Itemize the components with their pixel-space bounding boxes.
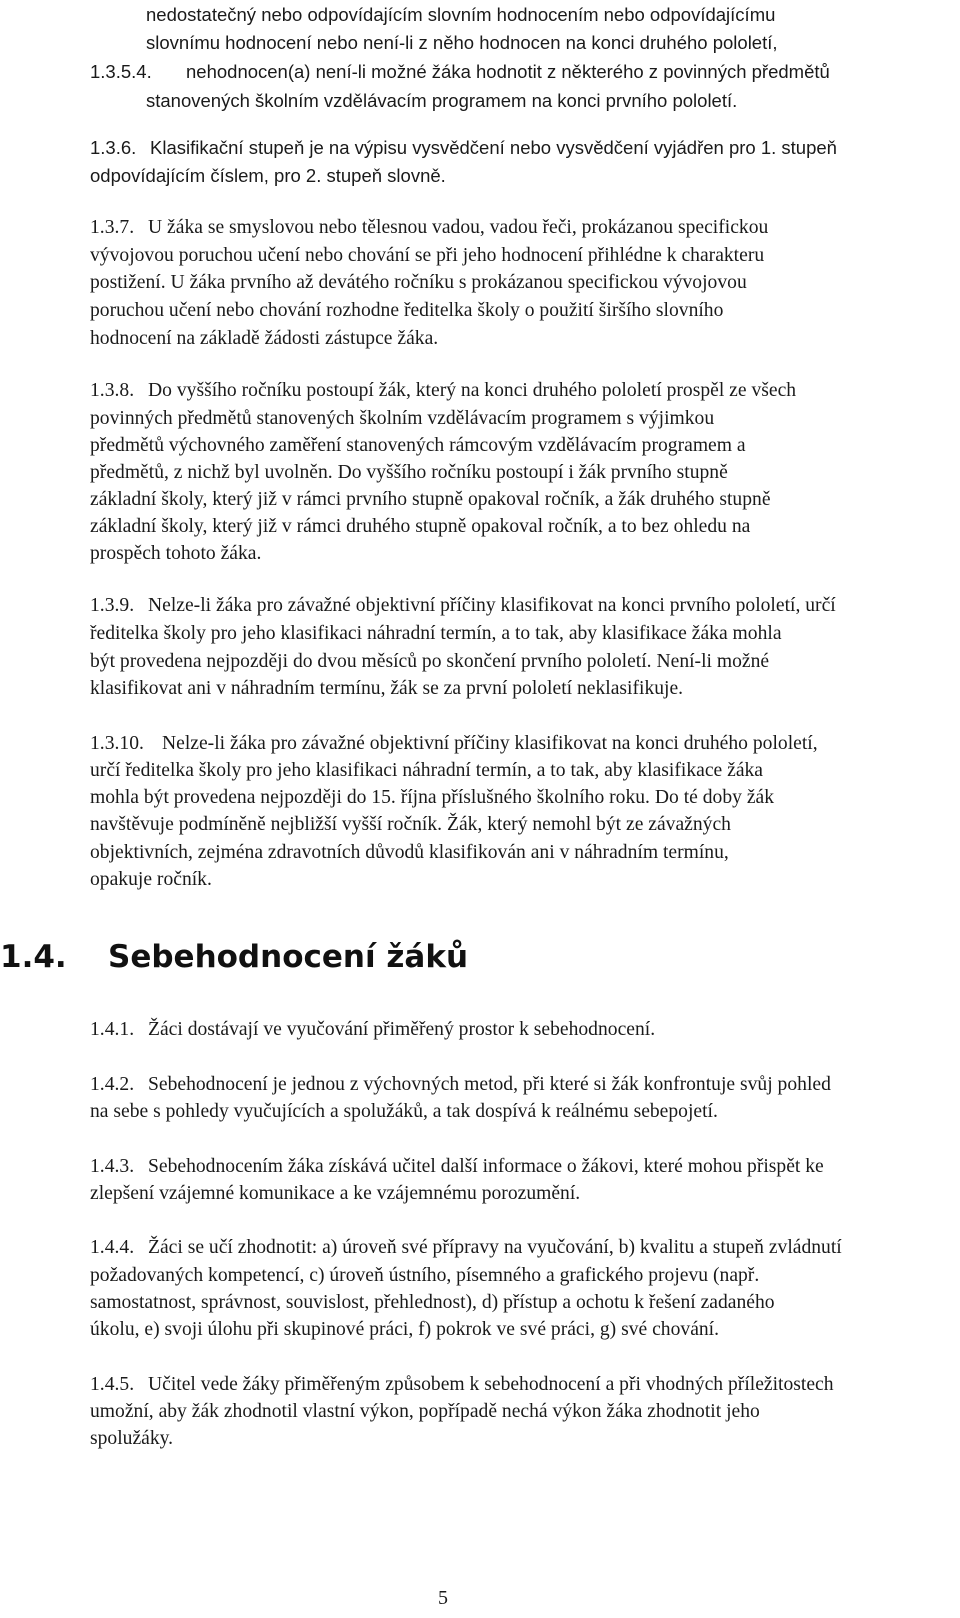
page-number: 5	[438, 1587, 448, 1609]
paragraph-line: úkolu, e) svoji úlohu při skupinové práci, f) pokrok ve své práci, g) své chování.	[90, 1319, 720, 1340]
paragraph-line: nehodnocen(a) není-li možné žáka hodnotit z některého z povinných předmětů	[186, 61, 830, 82]
paragraph-line: slovnímu hodnocení nebo není-li z něho hodnocen na konci druhého pololetí,	[146, 32, 778, 53]
paragraph-line: Sebehodnocení je jednou z výchovných metod, při které si žák konfrontuje svůj pohled	[148, 1074, 831, 1095]
item-number: 1.4.4.	[90, 1237, 135, 1258]
paragraph-line: základní školy, který již v rámci druhého stupně opakoval ročník, a to bez ohledu na	[90, 516, 751, 537]
paragraph-line: U žáka se smyslovou nebo tělesnou vadou, vadou řeči, prokázanou specifickou	[148, 217, 769, 238]
paragraph-line: mohla být provedena nejpozději do 15. října příslušného školního roku. Do té doby žák	[90, 787, 775, 808]
paragraph-line: objektivních, zejména zdravotních důvodů klasifikován ani v náhradním termínu,	[90, 842, 729, 863]
item-number: 1.3.7.	[90, 217, 135, 238]
paragraph-line: hodnocení na základě žádosti zástupce žáka.	[90, 328, 439, 349]
paragraph-line: prospěch tohoto žáka.	[90, 543, 262, 564]
section-number: 1.4.	[0, 939, 67, 975]
paragraph-line: Sebehodnocením žáka získává učitel další informace o žákovi, které mohou přispět ke	[148, 1156, 824, 1177]
paragraph-line: nedostatečný nebo odpovídajícím slovním hodnocením nebo odpovídajícímu	[146, 4, 776, 25]
paragraph-line: předmětů, z nichž byl uvolněn. Do vyššího ročníku postoupí i žák prvního stupně	[90, 462, 728, 483]
paragraph-line: ředitelka školy pro jeho klasifikaci náhradní termín, a to tak, aby klasifikace žáka mohla	[90, 623, 782, 644]
paragraph-line: umožní, aby žák zhodnotil vlastní výkon, popřípadě nechá výkon žáka zhodnotit jeho	[90, 1401, 760, 1422]
item-number: 1.4.2.	[90, 1074, 135, 1095]
item-number: 1.3.8.	[90, 380, 135, 401]
paragraph-line: vývojovou poruchou učení nebo chování se při jeho hodnocení přihlédne k charakteru	[90, 245, 765, 266]
paragraph-line: navštěvuje podmíněně nejbližší vyšší ročník. Žák, který nemohl být ze závažných	[90, 814, 731, 835]
item-number: 1.3.6.	[90, 137, 137, 158]
paragraph-line: Nelze-li žáka pro závažné objektivní příčiny klasifikovat na konci prvního pololetí, určí	[148, 595, 836, 616]
paragraph-line: stanovených školním vzdělávacím programem na konci prvního pololetí.	[146, 90, 738, 111]
paragraph-line: Učitel vede žáky přiměřeným způsobem k sebehodnocení a při vhodných příležitostech	[148, 1374, 834, 1395]
paragraph-line: určí ředitelka školy pro jeho klasifikaci náhradní termín, a to tak, aby klasifikace žáka	[90, 760, 764, 781]
paragraph-line: předmětů výchovného zaměření stanovených rámcovým vzdělávacím programem a	[90, 435, 746, 456]
paragraph-line: poruchou učení nebo chování rozhodne ředitelka školy o použití širšího slovního	[90, 300, 724, 321]
paragraph-line: klasifikovat ani v náhradním termínu, žák se za první pololetí neklasifikuje.	[90, 678, 684, 699]
paragraph-line: povinných předmětů stanovených školním vzdělávacím programem s výjimkou	[90, 408, 715, 429]
paragraph-line: základní školy, který již v rámci prvního stupně opakoval ročník, a žák druhého stupně	[90, 489, 771, 510]
paragraph-line: zlepšení vzájemné komunikace a ke vzájemnému porozumění.	[90, 1183, 581, 1204]
paragraph-line: být provedena nejpozději do dvou měsíců po skončení prvního pololetí. Není-li možné	[90, 651, 770, 672]
paragraph-line: Do vyššího ročníku postoupí žák, který na konci druhého pololetí prospěl ze všech	[148, 380, 797, 401]
paragraph-line: Nelze-li žáka pro závažné objektivní příčiny klasifikovat na konci druhého pololetí,	[162, 733, 818, 754]
paragraph-line: samostatnost, správnost, souvislost, přehlednost), d) přístup a ochotu k řešení zadaného	[90, 1292, 775, 1313]
paragraph-line: opakuje ročník.	[90, 869, 212, 890]
section-heading: Sebehodnocení žáků	[108, 939, 469, 975]
paragraph-line: požadovaných kompetencí, c) úroveň ústního, písemného a grafického projevu (např.	[90, 1265, 760, 1286]
item-number: 1.4.3.	[90, 1156, 135, 1177]
item-number: 1.3.5.4.	[90, 61, 152, 82]
paragraph-line: Klasifikační stupeň je na výpisu vysvědčení nebo vysvědčení vyjádřen pro 1. stupeň	[150, 137, 837, 158]
paragraph-line: Žáci dostávají ve vyučování přiměřený prostor k sebehodnocení.	[148, 1019, 656, 1040]
paragraph-line: Žáci se učí zhodnotit: a) úroveň své přípravy na vyučování, b) kvalitu a stupeň zvládnutí	[148, 1237, 842, 1258]
paragraph-line: na sebe s pohledy vyučujících a spolužáků, a tak dospívá k reálnému sebepojetí.	[90, 1101, 718, 1122]
paragraph-line: odpovídajícím číslem, pro 2. stupeň slovně.	[90, 165, 446, 186]
paragraph-line: spolužáky.	[90, 1428, 174, 1449]
item-number: 1.4.5.	[90, 1374, 135, 1395]
item-number: 1.3.9.	[90, 595, 135, 616]
item-number: 1.4.1.	[90, 1019, 135, 1040]
paragraph-line: postižení. U žáka prvního až devátého ročníku s prokázanou specifickou vývojovou	[90, 272, 747, 293]
item-number: 1.3.10.	[90, 733, 144, 754]
